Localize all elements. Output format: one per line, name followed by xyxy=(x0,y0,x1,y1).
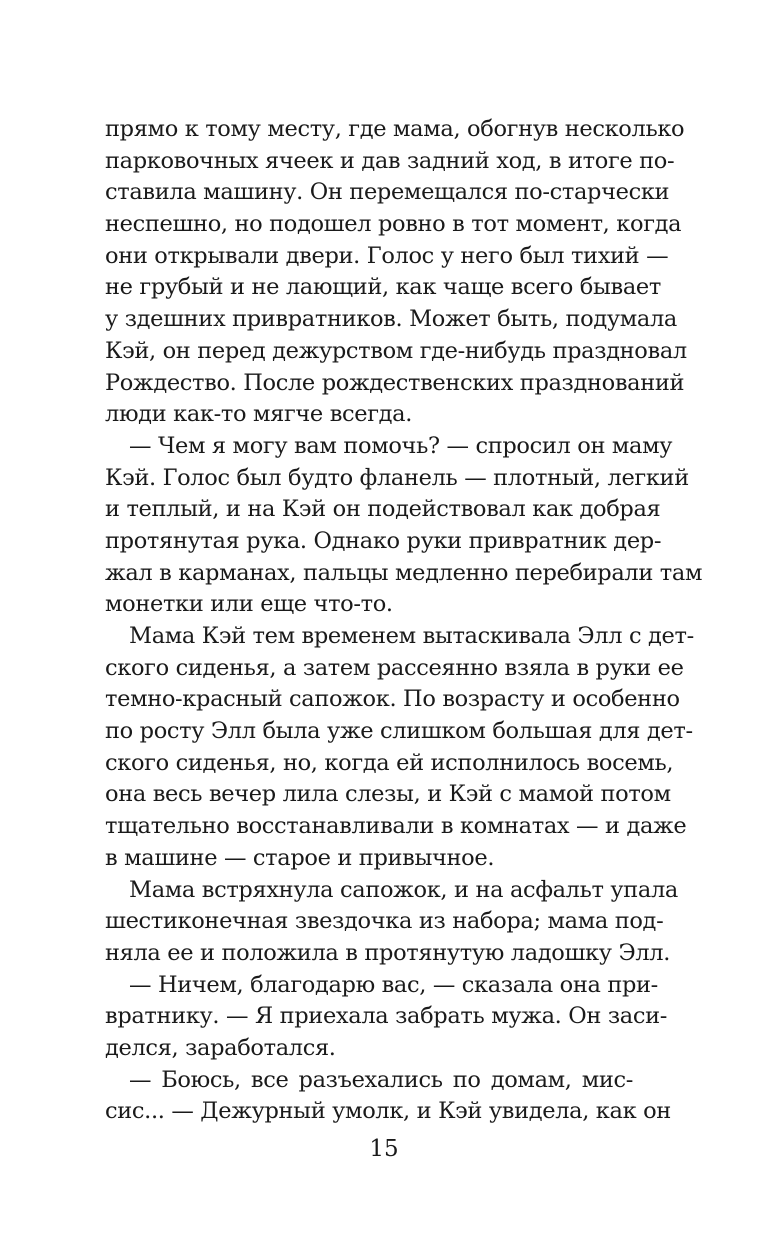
text-line: ского сиденья, а затем рассеянно взяла в руки ее xyxy=(105,654,684,681)
text-line: Рождество. После рождественских празднований xyxy=(105,369,685,396)
text-line: монетки или еще что-то. xyxy=(105,591,393,618)
text-line: они открывали двери. Голос у него был тихий — xyxy=(105,242,669,269)
body-text xyxy=(105,114,703,1128)
text-line: парковочных ячеек и дав задний ход, в итоге по- xyxy=(105,147,675,174)
text-line: прямо к тому месту, где мама, обогнув несколько xyxy=(105,116,685,142)
text-line: в машине — старое и привычное. xyxy=(105,844,495,871)
text-line: и теплый, и на Кэй он подействовал как добрая xyxy=(105,496,661,523)
text-line: вратнику. — Я приехала забрать мужа. Он заси- xyxy=(105,1003,667,1030)
text-line: протянутая рука. Однако руки привратник дер- xyxy=(105,527,662,554)
text-line: делся, заработался. xyxy=(105,1034,336,1061)
text-line: тщательно восстанавливали в комнатах — и даже xyxy=(105,813,687,840)
text-line: Кэй. Голос был будто фланель — плотный, легкий xyxy=(105,464,689,491)
text-line: у здешних привратников. Может быть, подумала xyxy=(105,306,677,333)
text-line: — Боюсь, все разъехались по домам, мис- xyxy=(129,1066,633,1093)
text-line: — Чем я могу вам помочь? — спросил он маму xyxy=(129,432,673,459)
text-line: сис... — Дежурный умолк, и Кэй увидела, как он xyxy=(105,1098,671,1125)
text-line: жал в карманах, пальцы медленно перебирали там xyxy=(105,559,703,586)
text-line: ставила машину. Он перемещался по-старчески xyxy=(105,179,670,206)
text-line: неспешно, но подошел ровно в тот момент, когда xyxy=(105,211,682,238)
text-line: няла ее и положила в протянутую ладошку Элл. xyxy=(105,939,671,966)
text-line: Мама встряхнула сапожок, и на асфальт упала xyxy=(129,876,678,903)
text-line: по росту Элл была уже слишком большая для дет- xyxy=(105,718,693,745)
text-line: Мама Кэй тем временем вытаскивала Элл с дет- xyxy=(129,623,694,649)
text-line: не грубый и не лающий, как чаще всего бывает xyxy=(105,274,661,301)
text-line: темно-красный сапожок. По возрасту и особенно xyxy=(105,686,680,713)
text-line: ского сиденья, но, когда ей исполнилось восемь, xyxy=(105,749,674,776)
text-line: — Ничем, благодарю вас, — сказала она при- xyxy=(129,971,658,998)
text-line: шестиконечная звездочка из набора; мама под- xyxy=(105,908,664,935)
page-number: 15 xyxy=(369,1136,399,1162)
text-line: она весь вечер лила слезы, и Кэй с мамой потом xyxy=(105,781,671,808)
text-line: Кэй, он перед дежурством где-нибудь праздновал xyxy=(105,337,687,364)
text-line: люди как-то мягче всегда. xyxy=(105,401,413,428)
